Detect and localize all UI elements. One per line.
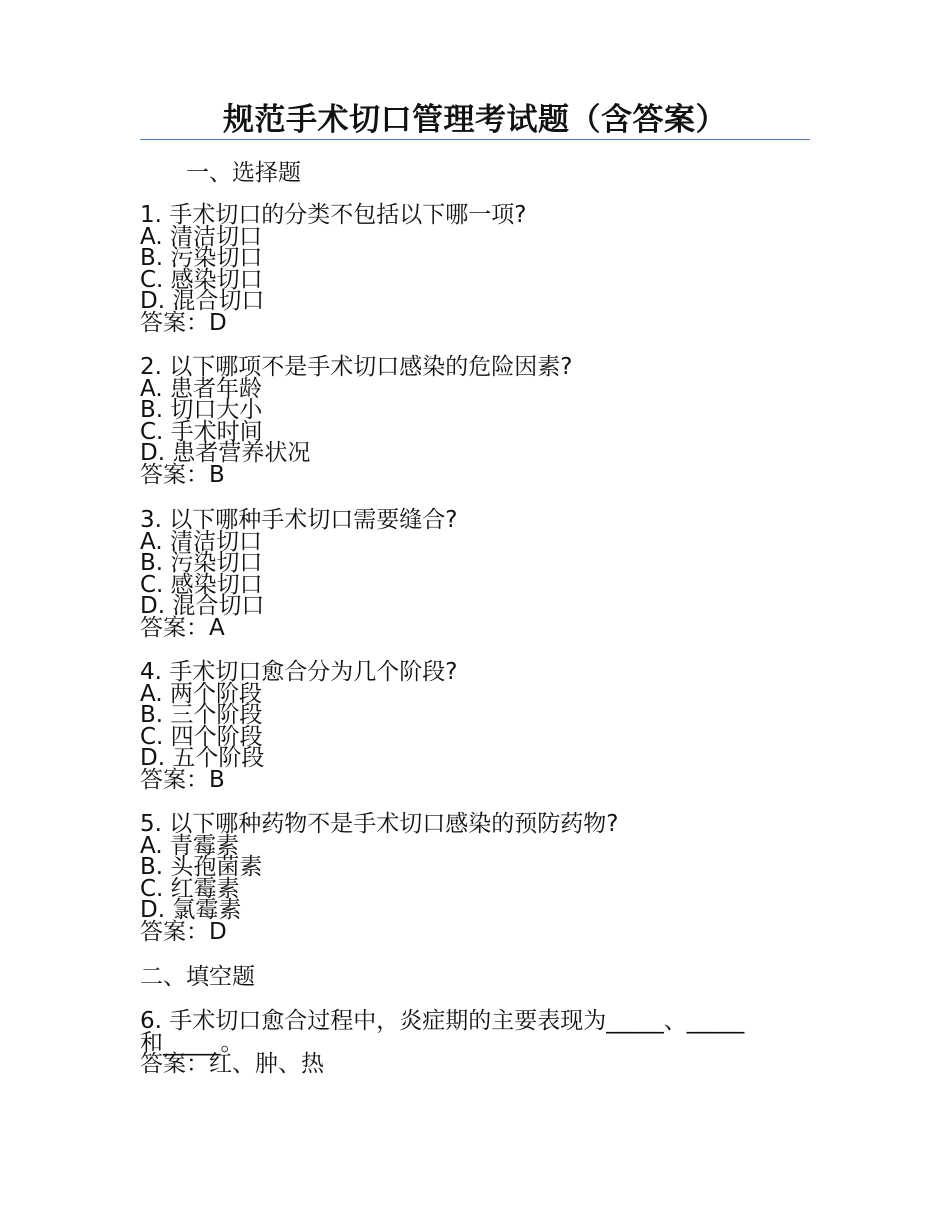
option-c: C. 四个阶段 — [140, 723, 263, 750]
question-stem: 3. 以下哪种手术切口需要缝合? — [140, 507, 458, 533]
question-4 — [140, 659, 810, 793]
option-b: B. 污染切口 — [140, 550, 263, 577]
question-stem: 5. 以下哪种药物不是手术切口感染的预防药物? — [140, 811, 619, 837]
option-d: D. 五个阶段 — [140, 745, 265, 772]
question-5 — [140, 811, 810, 945]
option-b: B. 污染切口 — [140, 245, 263, 272]
question-stem: 1. 手术切口的分类不包括以下哪一项? — [140, 202, 527, 228]
option-c: C. 手术时间 — [140, 418, 263, 445]
option-a: A. 清洁切口 — [140, 528, 262, 555]
option-d: D. 患者营养状况 — [140, 440, 311, 467]
title-underline — [140, 139, 810, 140]
section-heading-choice: 一、选择题 — [186, 160, 301, 186]
option-c: C. 感染切口 — [140, 266, 263, 293]
answer-line: 答案：B — [140, 766, 225, 793]
section-heading-fill-blank: 二、填空题 — [140, 964, 255, 990]
option-d: D. 混合切口 — [140, 593, 265, 620]
option-a: A. 两个阶段 — [140, 680, 262, 707]
option-c: C. 红霉素 — [140, 875, 240, 902]
option-a: A. 清洁切口 — [140, 223, 262, 250]
option-d: D. 混合切口 — [140, 288, 265, 315]
question-stem-line-2: 和_____。 — [140, 1029, 244, 1056]
option-b: B. 切口大小 — [140, 397, 263, 424]
option-d: D. 氯霉素 — [140, 897, 242, 924]
question-3 — [140, 507, 810, 641]
option-b: B. 头孢菌素 — [140, 854, 263, 881]
answer-line: 答案：B — [140, 461, 225, 488]
question-1 — [140, 202, 810, 336]
question-2 — [140, 354, 810, 488]
question-6 — [140, 1008, 810, 1078]
question-stem: 2. 以下哪项不是手术切口感染的危险因素? — [140, 354, 573, 380]
document-title: 规范手术切口管理考试题（含答案） — [223, 102, 727, 138]
question-stem: 4. 手术切口愈合分为几个阶段? — [140, 659, 458, 685]
option-c: C. 感染切口 — [140, 571, 263, 598]
answer-line: 答案：D — [140, 918, 227, 945]
option-a: A. 患者年龄 — [140, 375, 262, 402]
question-stem-line-1: 6. 手术切口愈合过程中，炎症期的主要表现为_____、_____ — [140, 1008, 745, 1034]
option-b: B. 三个阶段 — [140, 702, 263, 729]
answer-line: 答案：红、肿、热 — [140, 1051, 324, 1078]
answer-line: 答案：A — [140, 614, 225, 641]
option-a: A. 青霉素 — [140, 832, 239, 859]
answer-line: 答案：D — [140, 309, 227, 336]
